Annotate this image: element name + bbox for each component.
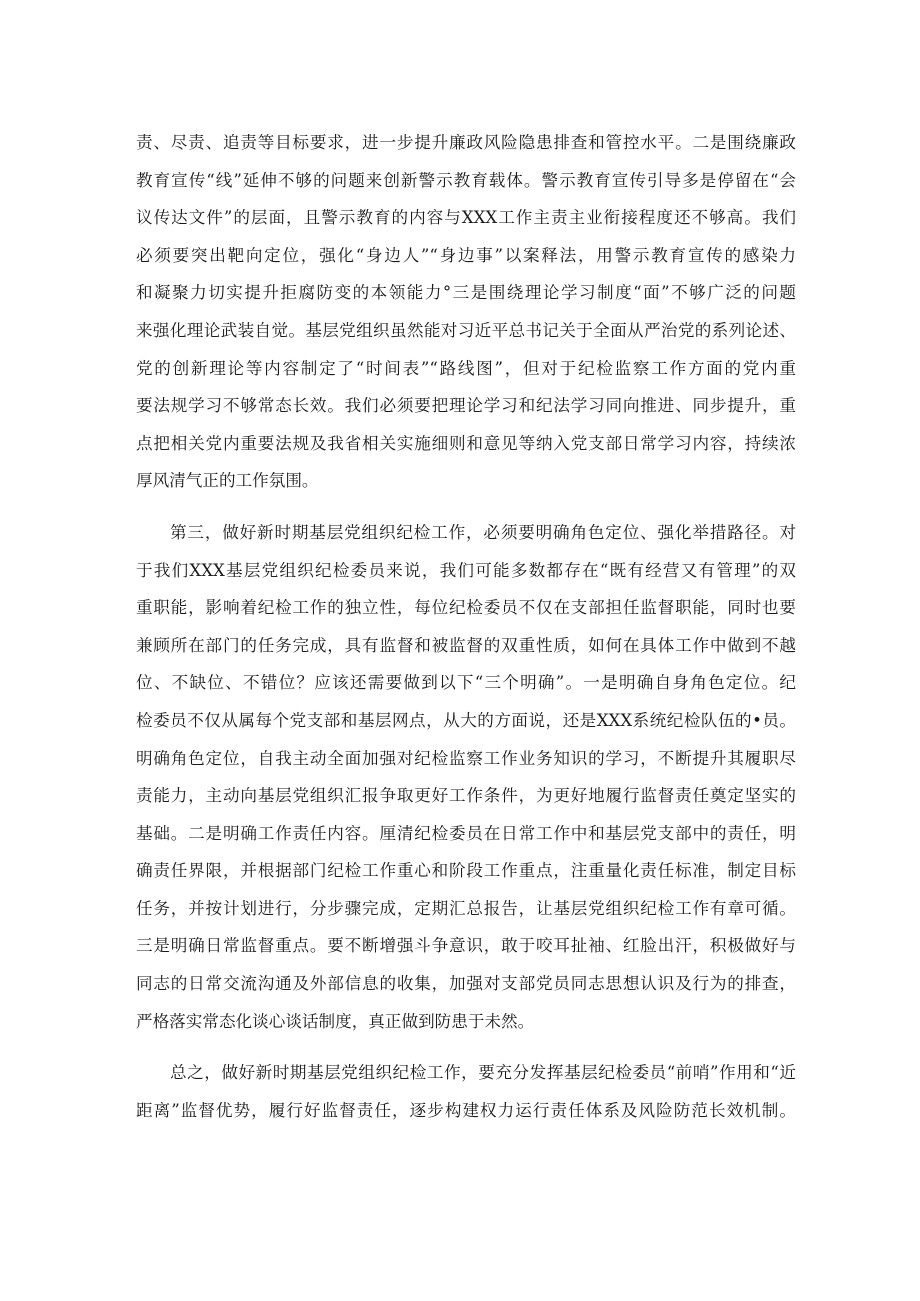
text-line: 厚风清气正的工作氛围。: [136, 471, 319, 491]
text-line: 严格落实常态化谈心谈话制度，真正做到防患于未然。: [136, 1011, 535, 1031]
text-line: 同志的日常交流沟通及外部信息的收集，加强对支部党员同志思想认识及行为的排查，: [136, 974, 796, 994]
text-line: 责能力，主动向基层党组织汇报争取更好工作条件，为更好地履行监督责任奠定坚实的: [136, 786, 796, 806]
paragraph-2: [136, 514, 796, 1040]
text-line: 重职能，影响着纪检工作的独立性，每位纪检委员不仅在支部担任监督职能，同时也要: [136, 598, 796, 618]
text-line: 兼顾所在部门的任务完成，具有监督和被监督的双重性质，如何在具体工作中做到不越: [136, 635, 796, 655]
text-line: 总之，做好新时期基层党组织纪检工作，要充分发挥基层纪检委员“前哨”作用和“近: [170, 1063, 796, 1083]
text-line: 检委员不仅从属每个党支部和基层网点，从大的方面说，还是XXX系统纪检队伍的•员。: [136, 710, 796, 730]
paragraph-3: [136, 1054, 796, 1129]
text-line: 要法规学习不够常态长效。我们必须要把理论学习和纪法学习同向推进、同步提升，重: [136, 396, 796, 416]
text-line: 和凝聚力切实提升拒腐防变的本领能力°三是围绕理论学习制度“面”不够广泛的问题: [136, 283, 796, 303]
text-line: 于我们XXX基层党组织纪检委员来说，我们可能多数都存在“既有经营又有管理”的双: [136, 560, 796, 580]
text-line: 教育宣传“线”延伸不够的问题来创新警示教育载体。警示教育宣传引导多是停留在“会: [136, 170, 796, 190]
text-line: 来强化理论武装自觉。基层党组织虽然能对习近平总书记关于全面从严治党的系列论述、: [136, 320, 796, 340]
text-line: 党的创新理论等内容制定了“时间表”“路线图”，但对于纪检监察工作方面的党内重: [136, 358, 796, 378]
text-line: 三是明确日常监督重点。要不断增强斗争意识，敢于咬耳扯袖、红脸出汗，积极做好与: [136, 936, 796, 956]
paragraph-gap: [136, 500, 796, 514]
text-line: 确责任界限，并根据部门纪检工作重心和阶段工作重点，注重量化责任标准，制定目标: [136, 861, 796, 881]
paragraph-1: [136, 124, 796, 500]
paragraph-gap: [136, 1040, 796, 1054]
text-line: 基础。二是明确工作责任内容。厘清纪检委员在日常工作中和基层党支部中的责任，明: [136, 823, 796, 843]
text-line: 位、不缺位、不错位？应该还需要做到以下“三个明确”。一是明确自身角色定位。纪: [136, 673, 796, 693]
text-line: 必须要突出靶向定位，强化“身边人”“身边事”以案释法，用警示教育宣传的感染力: [136, 245, 796, 265]
text-line: 距离”监督优势，履行好监督责任，逐步构建权力运行责任体系及风险防范长效机制。: [136, 1100, 796, 1120]
text-line: 任务，并按计划进行，分步骤完成，定期汇总报告，让基层党组织纪检工作有章可循。: [136, 898, 796, 918]
document-body: [136, 124, 796, 1129]
text-line: 议传达文件”的层面，且警示教育的内容与XXX工作主责主业衔接程度还不够高。我们: [136, 208, 796, 228]
text-line: 明确角色定位，自我主动全面加强对纪检监察工作业务知识的学习，不断提升其履职尽: [136, 748, 796, 768]
text-line: 责、尽责、追责等目标要求，进一步提升廉政风险隐患排查和管控水平。二是围绕廉政: [136, 133, 796, 152]
text-line: 第三，做好新时期基层党组织纪检工作，必须要明确角色定位、强化举措路径。对: [170, 522, 796, 542]
text-line: 点把相关党内重要法规及我省相关实施细则和意见等纳入党支部日常学习内容，持续浓: [136, 433, 796, 453]
